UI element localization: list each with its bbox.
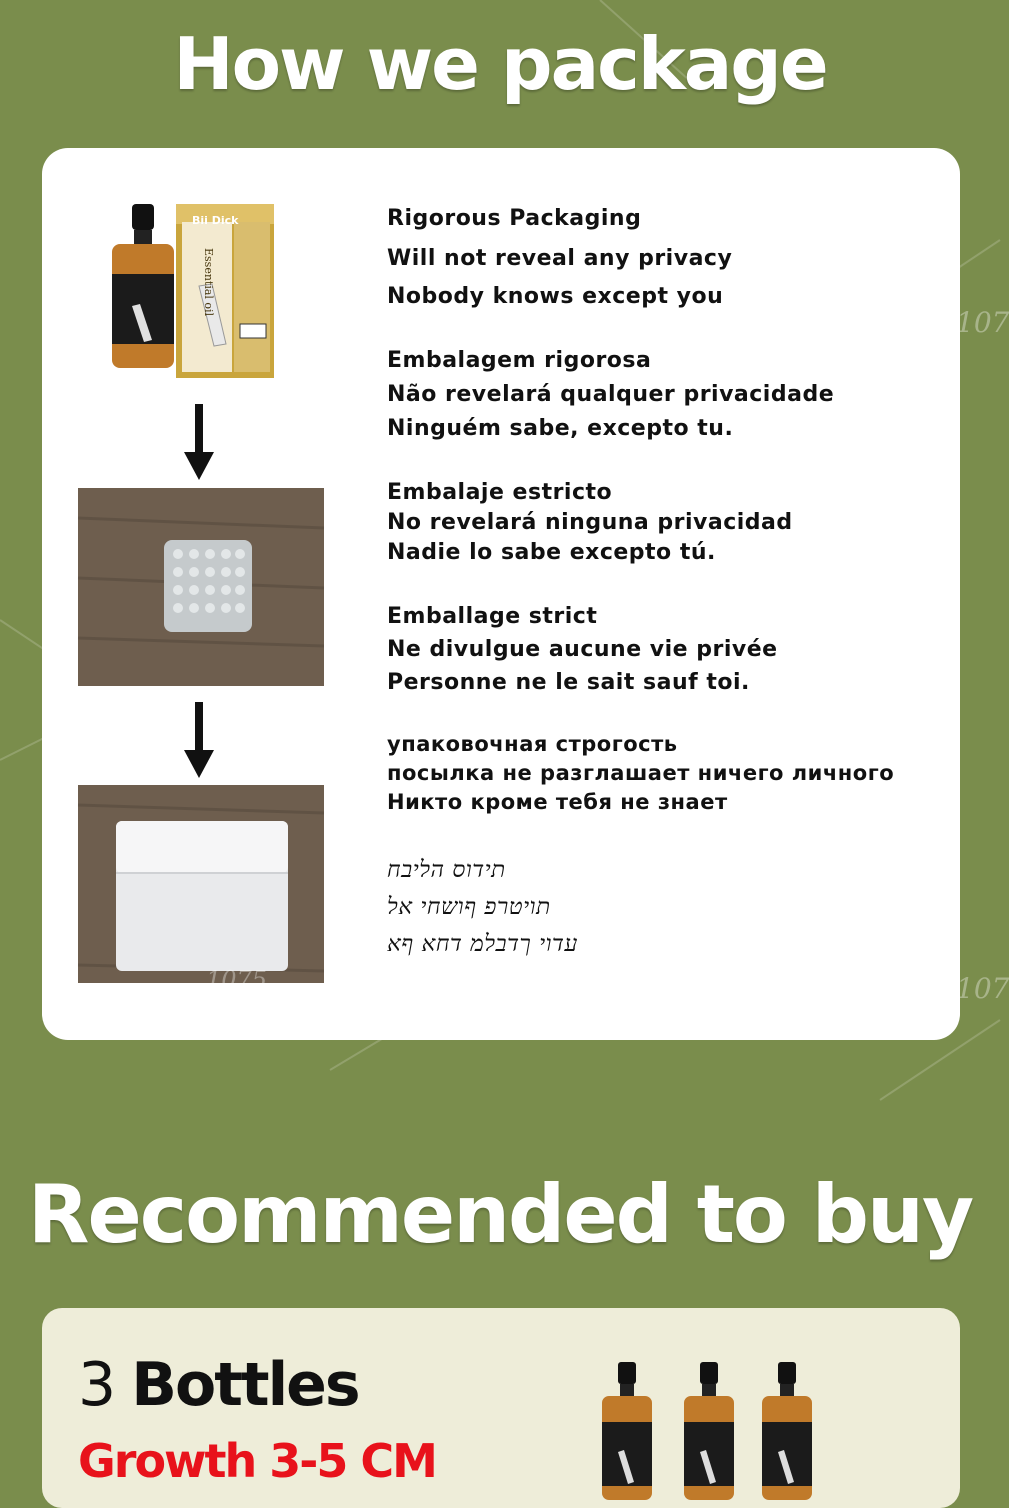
text-line: Никто кроме тебя не знает [387,790,728,814]
text-line: Nobody knows except you [387,284,724,309]
text-line: посылка не разглашает ничего личного [387,761,895,785]
arrow-down-icon [184,702,214,778]
bottle-count-label [78,1350,359,1420]
growth-label: Growth 3-5 CM [78,1434,436,1488]
product-brand: Bii Dick [192,214,239,227]
english-text [387,202,732,314]
watermark: 1075 [206,966,268,994]
text-line: עדוי ךדבלמ דחא ףא [387,931,578,957]
package-title: How we package [173,22,827,106]
portuguese-text [387,344,834,446]
recommend-title: Recommended to buy [27,1168,973,1261]
bubble-wrap-photo [78,488,324,686]
text-line: Nadie lo sabe excepto tú. [387,540,716,565]
text-line: Emballage strict [387,604,598,629]
hebrew-text [387,852,597,963]
text-line: No revelará ninguna privacidad [387,510,793,535]
spanish-text [387,478,793,568]
arrow-down-icon [184,404,214,480]
three-bottles-image [598,1360,848,1500]
text-line: Embalagem rigorosa [387,348,652,373]
bottle-unit: Bottles [131,1350,359,1420]
russian-text [387,730,894,817]
text-line: упаковочная строгость [387,732,678,756]
offer-panel[interactable] [42,1308,960,1508]
text-line: Will not reveal any privacy [387,246,733,271]
product-label: Essential oil [202,248,215,317]
text-line: Embalaje estricto [387,480,613,505]
watermark: 107 [956,972,1009,1005]
text-line: תויטרפ ףושחי אל [387,894,551,920]
text-line: Ne divulgue aucune vie privée [387,637,778,662]
text-line: Não revelará qualquer privacidade [387,382,835,407]
mailer-bag-photo [78,785,324,983]
bottle-count: 3 [78,1350,115,1420]
french-text [387,600,778,699]
text-line: Rigorous Packaging [387,206,642,231]
packaging-card [42,148,960,1040]
text-line: Ninguém sabe, excepto tu. [387,416,734,441]
text-line: Personne ne le sait sauf toi. [387,670,750,695]
watermark: 107 [956,306,1009,339]
text-line: תידוס הליבח [387,857,506,883]
